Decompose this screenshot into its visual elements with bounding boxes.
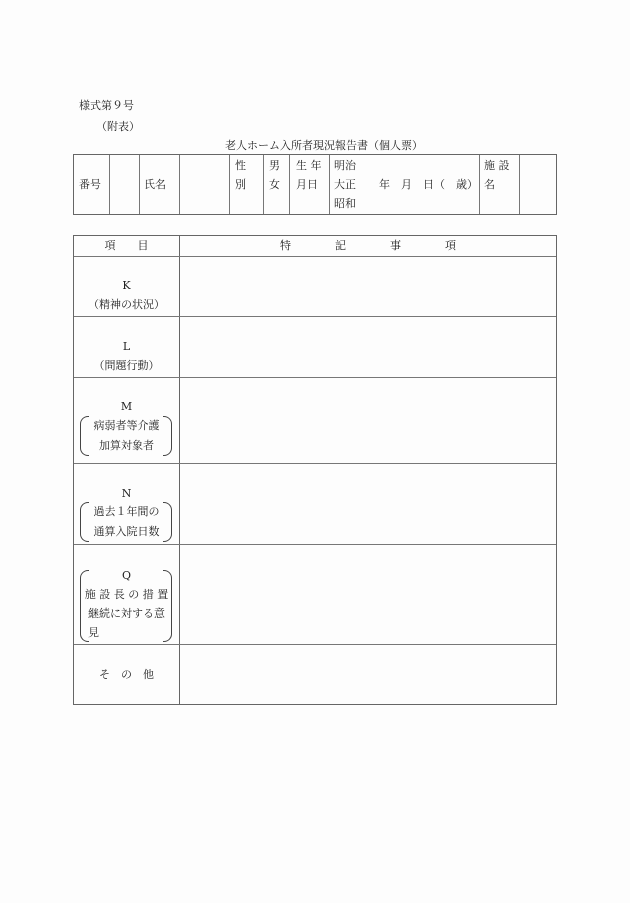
row-desc-l: （問題行動） [93,359,160,372]
row-desc-n-1: 過去１年間の [93,505,160,518]
sex-label-2: 別 [235,178,246,191]
row-desc-other: そ の 他 [99,668,154,681]
number-label: 番号 [79,178,101,191]
row-desc-k: （精神の状況） [88,298,165,311]
name-field[interactable] [180,155,229,214]
document-title: 老人ホーム入所者現況報告書（個人票） [225,139,423,152]
row-desc-q-2: 継続に対する意 [88,607,165,620]
main-table [73,235,557,705]
notes-field-other[interactable] [180,645,556,704]
era-meiji[interactable]: 明治 [334,159,356,172]
era-taisho[interactable]: 大正 [334,178,356,191]
notes-field-m[interactable] [180,378,556,463]
birth-label-2: 月日 [296,178,318,191]
row-desc-m-2: 加算対象者 [99,439,154,452]
facility-name-field[interactable] [520,155,557,214]
row-code-m: M [120,400,133,413]
notes-field-n[interactable] [180,464,556,544]
sex-label-1: 性 [235,159,246,172]
facility-label-2: 名 [484,178,495,191]
era-showa[interactable]: 昭和 [334,197,356,210]
row-code-k: K [122,279,131,292]
sex-option-male[interactable]: 男 [269,159,280,172]
notes-field-q[interactable] [180,545,556,644]
notes-field-k[interactable] [180,257,556,316]
name-label: 氏名 [144,178,166,191]
row-code-l: L [122,340,131,353]
row-code-q: Q [121,569,132,582]
form-number: 様式第９号 [79,99,134,112]
sex-option-female[interactable]: 女 [269,178,280,191]
notes-field-l[interactable] [180,317,556,377]
birth-date-format: 年 月 日（ 歳） [379,178,478,191]
row-desc-n-2: 通算入院日数 [93,525,160,538]
info-table [73,154,557,215]
row-desc-q-1: 施 設 長 の 措 置 [84,588,169,601]
row-desc-q-3: 見 [88,626,99,639]
birth-label-1: 生 年 [296,159,322,172]
number-field[interactable] [110,155,139,214]
annex-label: （附表） [96,120,140,133]
facility-label-1: 施 設 [484,159,510,172]
row-desc-m-1: 病弱者等介護 [93,419,160,432]
column-header-item: 項 目 [104,239,149,252]
row-code-n: N [121,487,132,500]
column-header-notes: 特 記 事 項 [280,239,456,252]
